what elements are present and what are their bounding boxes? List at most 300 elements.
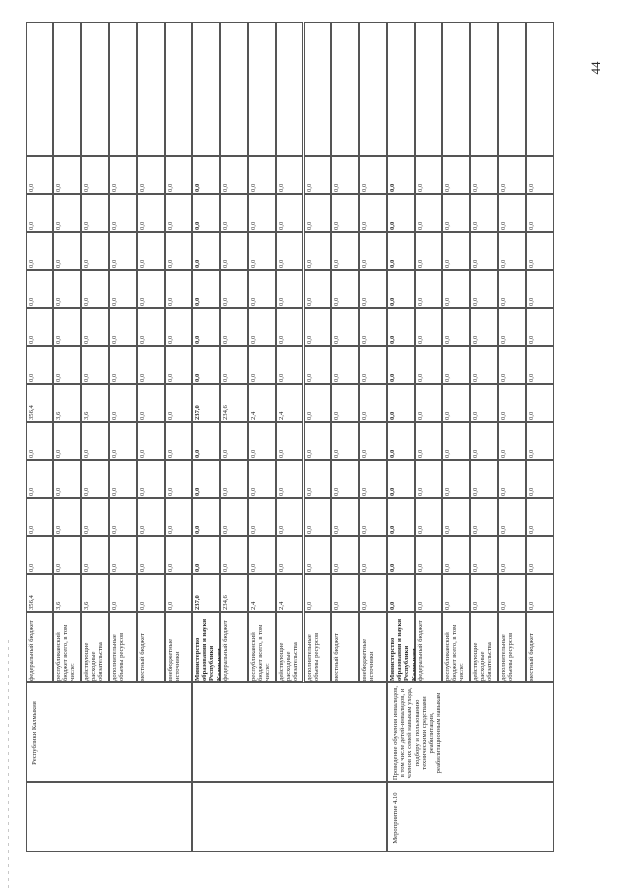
value-cell	[276, 460, 304, 498]
value-cell	[498, 232, 526, 270]
value-cell	[470, 156, 498, 194]
cell-text: местный бюджет	[333, 632, 341, 681]
blank-cell	[220, 22, 248, 156]
cell-text: 234,6	[222, 404, 230, 420]
cell-text: 2,4	[249, 601, 257, 610]
cell-text: 0,0	[472, 297, 480, 306]
cell-text: 0,0	[110, 525, 118, 534]
blank-cell	[109, 22, 137, 156]
cell-text: 3,6	[83, 411, 91, 420]
value-cell	[220, 194, 248, 232]
cell-text: 0,0	[527, 411, 535, 420]
value-cell	[359, 536, 387, 574]
cell-text: 0,0	[110, 449, 118, 458]
source-cell	[276, 612, 304, 682]
cell-text: Министерство образования и науки Республики Калмыкия	[388, 618, 418, 681]
cell-text: 0,0	[27, 563, 35, 572]
value-cell	[192, 232, 220, 270]
cell-text: 0,0	[110, 297, 118, 306]
source-cell	[442, 612, 470, 682]
cell-text: 0,0	[305, 449, 313, 458]
cell-text: 0,0	[333, 297, 341, 306]
value-cell	[415, 156, 443, 194]
cell-text: 0,0	[194, 183, 202, 192]
cell-text: 0,0	[527, 563, 535, 572]
cell-text: 0,0	[110, 221, 118, 230]
value-cell	[26, 346, 54, 384]
value-cell	[192, 460, 220, 498]
cell-text: 0,0	[27, 525, 35, 534]
value-cell	[165, 422, 193, 460]
value-cell	[248, 422, 276, 460]
cell-text: 0,0	[472, 221, 480, 230]
value-cell	[109, 574, 137, 612]
cell-text: 0,0	[472, 563, 480, 572]
value-cell	[442, 194, 470, 232]
cell-text: 0,0	[110, 487, 118, 496]
value-cell	[304, 536, 332, 574]
value-cell	[498, 384, 526, 422]
value-cell	[26, 460, 54, 498]
cell-text: 0,0	[305, 297, 313, 306]
cell-text: действующие расходные обязательства	[472, 641, 494, 681]
value-cell	[137, 194, 165, 232]
value-cell	[137, 460, 165, 498]
cell-text: 0,0	[222, 335, 230, 344]
cell-text: 0,0	[194, 525, 202, 534]
value-cell	[331, 308, 359, 346]
value-cell	[109, 498, 137, 536]
cell-text: 0,0	[388, 449, 396, 458]
value-cell	[165, 498, 193, 536]
value-cell	[248, 270, 276, 308]
value-cell	[81, 270, 109, 308]
cell-text: 0,0	[444, 335, 452, 344]
value-cell	[276, 422, 304, 460]
value-cell	[304, 270, 332, 308]
source-cell	[387, 612, 418, 682]
cell-text: 0,0	[110, 335, 118, 344]
cell-text: 0,0	[194, 221, 202, 230]
value-cell	[415, 384, 443, 422]
cell-text	[193, 783, 388, 853]
cell-text: 0,0	[194, 297, 202, 306]
value-cell	[109, 270, 137, 308]
source-cell	[192, 612, 223, 682]
cell-text: 0,0	[361, 221, 369, 230]
blank-cell	[53, 22, 81, 156]
value-cell	[53, 232, 81, 270]
cell-text: 0,0	[472, 487, 480, 496]
cell-text: 0,0	[166, 449, 174, 458]
value-cell	[137, 232, 165, 270]
value-cell	[415, 498, 443, 536]
value-cell	[220, 232, 248, 270]
cell-text: 0,0	[444, 373, 452, 382]
value-cell	[470, 194, 498, 232]
cell-text: 0,0	[500, 525, 508, 534]
cell-text: 0,0	[249, 373, 257, 382]
value-cell	[276, 270, 304, 308]
cell-text: 0,0	[138, 335, 146, 344]
cell-text: 0,0	[416, 563, 424, 572]
cell-text: 0,0	[27, 373, 35, 382]
value-cell	[26, 156, 54, 194]
cell-text: 0,0	[361, 411, 369, 420]
cell-text: 0,0	[138, 411, 146, 420]
cell-text: 0,0	[166, 601, 174, 610]
cell-text: 0,0	[527, 601, 535, 610]
source-cell	[26, 612, 54, 682]
value-cell	[415, 422, 443, 460]
value-cell	[137, 498, 165, 536]
cell-text: 0,0	[444, 563, 452, 572]
value-cell	[248, 536, 276, 574]
value-cell	[165, 232, 193, 270]
value-cell	[53, 156, 81, 194]
value-cell	[137, 422, 165, 460]
cell-text: 0,0	[138, 563, 146, 572]
value-cell	[109, 346, 137, 384]
cell-text: 0,0	[55, 449, 63, 458]
cell-text: Проведение обучения инвалидов, в том числе детей-инвалидов, и членов их семей навыкам ухода, подбору и пользованию техническими средствами реабилитации, реабилитационным навыкам	[391, 685, 443, 780]
measure-name-cell	[387, 682, 554, 782]
cell-text: 0,0	[27, 297, 35, 306]
value-cell	[498, 156, 526, 194]
cell-text: 0,0	[55, 563, 63, 572]
blank-cell	[26, 22, 54, 156]
cell-text: 0,0	[416, 525, 424, 534]
value-cell	[359, 308, 387, 346]
cell-text: 0,0	[388, 221, 396, 230]
source-cell	[137, 612, 165, 682]
cell-text: 0,0	[194, 487, 202, 496]
blank-cell	[359, 22, 387, 156]
value-cell	[470, 346, 498, 384]
value-cell	[498, 270, 526, 308]
value-cell	[498, 536, 526, 574]
cell-text: 0,0	[388, 487, 396, 496]
cell-text: 0,0	[166, 335, 174, 344]
value-cell	[470, 232, 498, 270]
cell-text: 0,0	[222, 221, 230, 230]
cell-text: 0,0	[333, 411, 341, 420]
value-cell	[442, 384, 470, 422]
value-cell	[387, 574, 415, 612]
cell-text: 0,0	[222, 373, 230, 382]
cell-text: 0,0	[444, 449, 452, 458]
value-cell	[81, 422, 109, 460]
value-cell	[470, 460, 498, 498]
cell-text: 0,0	[166, 183, 174, 192]
cell-text: 0,0	[305, 259, 313, 268]
value-cell	[415, 308, 443, 346]
cell-text: 0,0	[500, 563, 508, 572]
value-cell	[470, 384, 498, 422]
value-cell	[498, 460, 526, 498]
cell-text: 0,0	[55, 373, 63, 382]
value-cell	[192, 574, 220, 612]
value-cell	[248, 308, 276, 346]
cell-text: 0,0	[361, 183, 369, 192]
value-cell	[498, 346, 526, 384]
value-cell	[526, 346, 554, 384]
value-cell	[137, 574, 165, 612]
source-cell	[220, 612, 248, 682]
cell-text: 0,0	[388, 601, 396, 610]
value-cell	[81, 232, 109, 270]
value-cell	[109, 232, 137, 270]
value-cell	[526, 460, 554, 498]
value-cell	[165, 460, 193, 498]
cell-text: 0,0	[249, 297, 257, 306]
cell-text: 0,0	[110, 373, 118, 382]
budget-table-rotated	[26, 22, 554, 852]
value-cell	[526, 422, 554, 460]
value-cell	[276, 574, 304, 612]
cell-text: 0,0	[500, 373, 508, 382]
value-cell	[26, 384, 54, 422]
source-cell	[470, 612, 498, 682]
cell-text: Мероприятие 4.10	[391, 792, 399, 844]
value-cell	[498, 422, 526, 460]
value-cell	[137, 156, 165, 194]
value-cell	[53, 194, 81, 232]
measure-cell	[387, 782, 554, 852]
cell-text: дополнительные объемы ресурсов	[110, 632, 126, 681]
value-cell	[415, 232, 443, 270]
cell-text: 0,0	[472, 411, 480, 420]
cell-text: 0,0	[55, 183, 63, 192]
cell-text: 0,0	[333, 487, 341, 496]
value-cell	[81, 156, 109, 194]
value-cell	[442, 498, 470, 536]
value-cell	[387, 536, 415, 574]
page-number: 44	[588, 61, 603, 75]
value-cell	[26, 498, 54, 536]
value-cell	[137, 346, 165, 384]
blank-cell	[81, 22, 109, 156]
value-cell	[498, 574, 526, 612]
cell-text: 0,0	[361, 487, 369, 496]
value-cell	[248, 194, 276, 232]
cell-text: 234,6	[222, 594, 230, 610]
cell-text: 0,0	[305, 411, 313, 420]
cell-text: 3,6	[55, 601, 63, 610]
cell-text: 0,0	[500, 221, 508, 230]
cell-text: 0,0	[27, 335, 35, 344]
value-cell	[526, 270, 554, 308]
cell-text: 0,0	[416, 601, 424, 610]
cell-text: 0,0	[55, 335, 63, 344]
value-cell	[387, 384, 415, 422]
cell-text: 0,0	[110, 601, 118, 610]
cell-text: 0,0	[166, 259, 174, 268]
cell-text: 0,0	[166, 221, 174, 230]
cell-text: 0,0	[305, 221, 313, 230]
value-cell	[165, 346, 193, 384]
value-cell	[276, 194, 304, 232]
cell-text: 0,0	[222, 259, 230, 268]
cell-text: 0,0	[472, 259, 480, 268]
value-cell	[526, 498, 554, 536]
value-cell	[442, 270, 470, 308]
cell-text: 0,0	[416, 221, 424, 230]
value-cell	[359, 346, 387, 384]
value-cell	[137, 536, 165, 574]
cell-text: 0,0	[249, 487, 257, 496]
value-cell	[192, 536, 220, 574]
value-cell	[109, 384, 137, 422]
cell-text: 0,0	[527, 297, 535, 306]
cell-text: 0,0	[527, 487, 535, 496]
value-cell	[526, 232, 554, 270]
value-cell	[331, 422, 359, 460]
value-cell	[109, 308, 137, 346]
value-cell	[165, 194, 193, 232]
value-cell	[276, 384, 304, 422]
cell-text: 2,4	[277, 411, 285, 420]
value-cell	[165, 536, 193, 574]
value-cell	[53, 460, 81, 498]
value-cell	[109, 422, 137, 460]
cell-text: 0,0	[416, 335, 424, 344]
value-cell	[442, 574, 470, 612]
blank-cell	[304, 22, 332, 156]
cell-text: местный бюджет	[527, 632, 535, 681]
cell-text: 237,0	[194, 404, 202, 420]
value-cell	[165, 308, 193, 346]
value-cell	[526, 308, 554, 346]
value-cell	[192, 156, 220, 194]
cell-text: 0,0	[333, 183, 341, 192]
value-cell	[498, 194, 526, 232]
value-cell	[109, 194, 137, 232]
cell-text: 3,6	[83, 601, 91, 610]
value-cell	[220, 308, 248, 346]
cell-text: 0,0	[472, 183, 480, 192]
cell-text: федеральный бюджет	[222, 619, 230, 681]
value-cell	[81, 346, 109, 384]
cell-text: 0,0	[472, 335, 480, 344]
cell-text: 0,0	[444, 601, 452, 610]
value-cell	[304, 422, 332, 460]
cell-text: 0,0	[138, 449, 146, 458]
cell-text: 0,0	[444, 183, 452, 192]
value-cell	[387, 156, 415, 194]
value-cell	[165, 270, 193, 308]
source-cell	[415, 612, 443, 682]
cell-text: 0,0	[277, 335, 285, 344]
cell-text: 0,0	[277, 259, 285, 268]
value-cell	[81, 498, 109, 536]
measure-name-cell	[192, 682, 387, 782]
cell-text: 0,0	[110, 259, 118, 268]
cell-text: 0,0	[305, 563, 313, 572]
cell-text: 0,0	[333, 259, 341, 268]
cell-text: 0,0	[416, 259, 424, 268]
cell-text: 0,0	[249, 563, 257, 572]
value-cell	[220, 574, 248, 612]
blank-cell	[276, 22, 304, 156]
value-cell	[53, 346, 81, 384]
cell-text: 0,0	[27, 487, 35, 496]
value-cell	[442, 460, 470, 498]
value-cell	[304, 232, 332, 270]
value-cell	[220, 498, 248, 536]
value-cell	[276, 232, 304, 270]
cell-text: 0,0	[388, 259, 396, 268]
cell-text: 0,0	[416, 449, 424, 458]
cell-text: 0,0	[249, 221, 257, 230]
cell-text: 0,0	[333, 525, 341, 534]
value-cell	[526, 384, 554, 422]
value-cell	[26, 232, 54, 270]
cell-text: 0,0	[277, 183, 285, 192]
value-cell	[387, 270, 415, 308]
cell-text: 2,4	[249, 411, 257, 420]
cell-text: 0,0	[166, 525, 174, 534]
cell-text: 0,0	[166, 411, 174, 420]
cell-text: 0,0	[527, 449, 535, 458]
cell-text: 0,0	[333, 373, 341, 382]
value-cell	[526, 194, 554, 232]
cell-text: 0,0	[500, 259, 508, 268]
value-cell	[442, 536, 470, 574]
cell-text: 0,0	[83, 525, 91, 534]
value-cell	[387, 194, 415, 232]
cell-text: 0,0	[222, 449, 230, 458]
cell-text: 0,0	[416, 297, 424, 306]
cell-text: 0,0	[305, 183, 313, 192]
cell-text: 0,0	[361, 259, 369, 268]
value-cell	[498, 498, 526, 536]
cell-text: 0,0	[138, 183, 146, 192]
cell-text: 0,0	[222, 487, 230, 496]
value-cell	[442, 232, 470, 270]
cell-text: 0,0	[277, 487, 285, 496]
value-cell	[442, 346, 470, 384]
value-cell	[304, 574, 332, 612]
cell-text: 0,0	[500, 297, 508, 306]
value-cell	[331, 270, 359, 308]
cell-text: 0,0	[249, 259, 257, 268]
cell-text: 0,0	[305, 525, 313, 534]
value-cell	[81, 308, 109, 346]
value-cell	[359, 270, 387, 308]
value-cell	[248, 498, 276, 536]
cell-text: 0,0	[110, 411, 118, 420]
cell-text: 0,0	[55, 259, 63, 268]
value-cell	[331, 156, 359, 194]
value-cell	[331, 194, 359, 232]
cell-text: 0,0	[27, 449, 35, 458]
source-cell	[498, 612, 526, 682]
cell-text: 0,0	[305, 601, 313, 610]
cell-text: 0,0	[361, 525, 369, 534]
value-cell	[526, 156, 554, 194]
value-cell	[137, 308, 165, 346]
value-cell	[248, 460, 276, 498]
value-cell	[26, 194, 54, 232]
value-cell	[387, 460, 415, 498]
value-cell	[415, 574, 443, 612]
value-cell	[331, 232, 359, 270]
value-cell	[220, 270, 248, 308]
cell-text: 0,0	[472, 525, 480, 534]
value-cell	[109, 536, 137, 574]
value-cell	[165, 384, 193, 422]
